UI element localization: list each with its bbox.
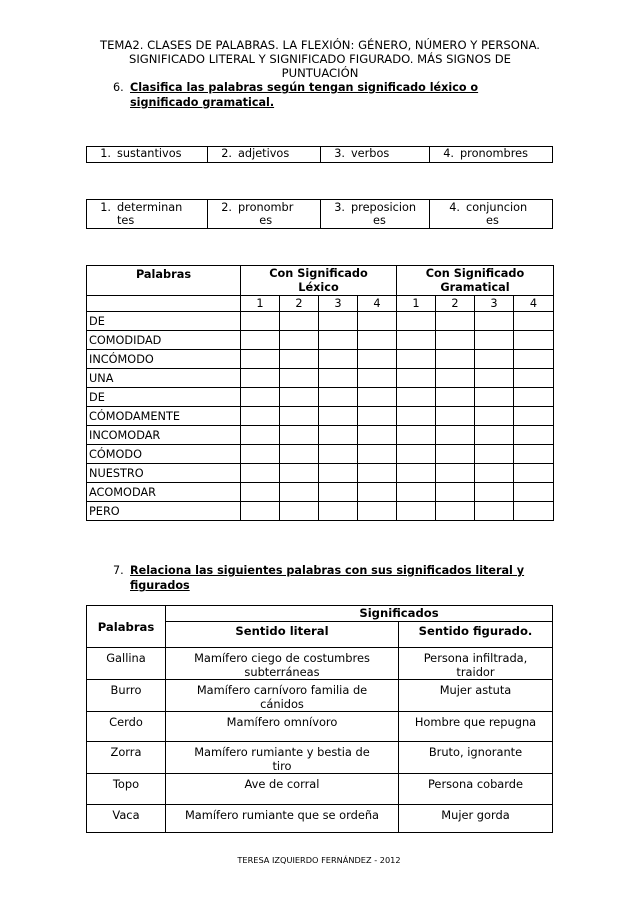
answer-cell[interactable] xyxy=(241,350,280,369)
answer-cell[interactable] xyxy=(436,388,475,407)
grammatical-category-cell: 1. determinan tes xyxy=(87,200,208,229)
subheader-lexical-4: 4 xyxy=(358,296,397,312)
header-figurative: Sentido figurado. xyxy=(399,622,553,648)
answer-cell[interactable] xyxy=(514,483,554,502)
figurative-meaning: Persona infiltrada, traidor xyxy=(399,648,553,680)
word-cell: DE xyxy=(87,388,241,407)
classification-table xyxy=(86,265,554,521)
figurative-meaning: Mujer gorda xyxy=(399,805,553,833)
answer-cell[interactable] xyxy=(436,445,475,464)
answer-cell[interactable] xyxy=(475,502,514,521)
header-grammatical: Con Significado Gramatical xyxy=(397,266,554,296)
title-line-1: TEMA2. CLASES DE PALABRAS. LA FLEXIÓN: GÉNERO, NÚMERO Y PERSONA. xyxy=(99,38,540,52)
answer-cell[interactable] xyxy=(475,331,514,350)
header-meanings: Significados xyxy=(166,606,553,622)
answer-cell[interactable] xyxy=(475,445,514,464)
answer-cell[interactable] xyxy=(241,388,280,407)
answer-cell[interactable] xyxy=(514,464,554,483)
answer-cell[interactable] xyxy=(319,407,358,426)
answer-cell[interactable] xyxy=(397,369,436,388)
answer-cell[interactable] xyxy=(514,331,554,350)
answer-cell[interactable] xyxy=(475,350,514,369)
lexical-category-cell: 1. sustantivos xyxy=(87,147,208,163)
animal-word: Cerdo xyxy=(87,712,166,742)
answer-cell[interactable] xyxy=(436,312,475,331)
grammatical-category-cell: 2. pronombr es xyxy=(208,200,321,229)
subheader-grammatical-4: 4 xyxy=(514,296,554,312)
answer-cell[interactable] xyxy=(436,502,475,521)
word-cell: COMODIDAD xyxy=(87,331,241,350)
answer-cell[interactable] xyxy=(475,426,514,445)
answer-cell[interactable] xyxy=(280,312,319,331)
subheader-lexical-2: 2 xyxy=(280,296,319,312)
answer-cell[interactable] xyxy=(319,483,358,502)
grammatical-categories-table xyxy=(86,199,553,229)
answer-cell[interactable] xyxy=(358,483,397,502)
answer-cell[interactable] xyxy=(280,445,319,464)
meaning-row xyxy=(87,648,553,680)
answer-cell[interactable] xyxy=(397,312,436,331)
answer-cell[interactable] xyxy=(358,464,397,483)
answer-cell[interactable] xyxy=(358,407,397,426)
meaning-row xyxy=(87,680,553,712)
answer-cell[interactable] xyxy=(514,426,554,445)
title-line-2: SIGNIFICADO LITERAL Y SIGNIFICADO FIGURADO. MÁS SIGNOS DE xyxy=(129,52,511,66)
answer-cell[interactable] xyxy=(241,502,280,521)
answer-cell[interactable] xyxy=(280,407,319,426)
answer-cell[interactable] xyxy=(241,426,280,445)
header-words: Palabras xyxy=(87,606,166,648)
answer-cell[interactable] xyxy=(514,445,554,464)
word-cell: INCÓMODO xyxy=(87,350,241,369)
word-cell: UNA xyxy=(87,369,241,388)
answer-cell[interactable] xyxy=(436,464,475,483)
answer-cell[interactable] xyxy=(280,483,319,502)
answer-cell[interactable] xyxy=(241,483,280,502)
question-6-number: 6. xyxy=(113,81,124,94)
word-row xyxy=(87,483,554,502)
question-7-line-2: figurados xyxy=(130,579,190,592)
meaning-row xyxy=(87,805,553,833)
answer-cell[interactable] xyxy=(436,331,475,350)
answer-cell[interactable] xyxy=(358,445,397,464)
word-row xyxy=(87,388,554,407)
answer-cell[interactable] xyxy=(475,464,514,483)
word-row xyxy=(87,464,554,483)
question-7-text xyxy=(130,563,524,593)
answer-cell[interactable] xyxy=(397,407,436,426)
title-line-3: PUNTUACIÓN xyxy=(281,66,359,80)
animal-word: Topo xyxy=(87,774,166,805)
answer-cell[interactable] xyxy=(397,331,436,350)
word-row xyxy=(87,407,554,426)
header-words: Palabras xyxy=(87,266,241,296)
subheader-grammatical-2: 2 xyxy=(436,296,475,312)
word-cell: INCOMODAR xyxy=(87,426,241,445)
answer-cell[interactable] xyxy=(319,312,358,331)
answer-cell[interactable] xyxy=(397,483,436,502)
answer-cell[interactable] xyxy=(397,426,436,445)
literal-meaning: Mamífero rumiante que se ordeña xyxy=(166,805,399,833)
word-cell: PERO xyxy=(87,502,241,521)
word-cell: DE xyxy=(87,312,241,331)
answer-cell[interactable] xyxy=(514,369,554,388)
meaning-row xyxy=(87,774,553,805)
answer-cell[interactable] xyxy=(241,464,280,483)
answer-cell[interactable] xyxy=(280,388,319,407)
footer-author: TERESA IZQUIERDO FERNÁNDEZ - 2012 xyxy=(237,855,401,865)
answer-cell[interactable] xyxy=(436,350,475,369)
answer-cell[interactable] xyxy=(319,464,358,483)
answer-cell[interactable] xyxy=(475,483,514,502)
figurative-meaning: Bruto, ignorante xyxy=(399,742,553,774)
literal-meaning: Mamífero ciego de costumbres subterráneas xyxy=(166,648,399,680)
word-row xyxy=(87,426,554,445)
answer-cell[interactable] xyxy=(475,312,514,331)
answer-cell[interactable] xyxy=(319,445,358,464)
word-row xyxy=(87,502,554,521)
word-row xyxy=(87,445,554,464)
meaning-row xyxy=(87,742,553,774)
answer-cell[interactable] xyxy=(358,388,397,407)
question-7-line-1: Relaciona las siguientes palabras con sus significados literal y xyxy=(130,564,525,577)
answer-cell[interactable] xyxy=(241,369,280,388)
word-cell: CÓMODO xyxy=(87,445,241,464)
word-cell: CÓMODAMENTE xyxy=(87,407,241,426)
answer-cell[interactable] xyxy=(397,350,436,369)
grammatical-category-cell: 3. preposicion es xyxy=(321,200,430,229)
answer-cell[interactable] xyxy=(241,331,280,350)
answer-cell[interactable] xyxy=(280,502,319,521)
literal-meaning: Mamífero omnívoro xyxy=(166,712,399,742)
subheader-lexical-1: 1 xyxy=(241,296,280,312)
animal-word: Burro xyxy=(87,680,166,712)
answer-cell[interactable] xyxy=(319,426,358,445)
answer-cell[interactable] xyxy=(319,502,358,521)
lexical-category-cell: 4. pronombres xyxy=(430,147,553,163)
answer-cell[interactable] xyxy=(280,464,319,483)
word-row xyxy=(87,312,554,331)
answer-cell[interactable] xyxy=(397,464,436,483)
answer-cell[interactable] xyxy=(358,312,397,331)
answer-cell[interactable] xyxy=(319,369,358,388)
answer-cell[interactable] xyxy=(280,426,319,445)
answer-cell[interactable] xyxy=(514,502,554,521)
document-title xyxy=(70,38,570,80)
meaning-row xyxy=(87,712,553,742)
answer-cell[interactable] xyxy=(436,407,475,426)
lexical-category-cell: 2. adjetivos xyxy=(208,147,321,163)
answer-cell[interactable] xyxy=(397,445,436,464)
answer-cell[interactable] xyxy=(358,331,397,350)
word-row xyxy=(87,331,554,350)
answer-cell[interactable] xyxy=(475,407,514,426)
subheader-empty xyxy=(87,296,241,312)
animal-word: Vaca xyxy=(87,805,166,833)
answer-cell[interactable] xyxy=(514,312,554,331)
literal-meaning: Mamífero rumiante y bestia de tiro xyxy=(166,742,399,774)
word-row xyxy=(87,350,554,369)
lexical-category-cell: 3. verbos xyxy=(321,147,430,163)
answer-cell[interactable] xyxy=(319,388,358,407)
grammatical-category-cell: 4. conjuncion es xyxy=(430,200,553,229)
subheader-lexical-3: 3 xyxy=(319,296,358,312)
answer-cell[interactable] xyxy=(475,369,514,388)
answer-cell[interactable] xyxy=(436,426,475,445)
literal-meaning: Mamífero carnívoro familia de cánidos xyxy=(166,680,399,712)
animal-word: Gallina xyxy=(87,648,166,680)
answer-cell[interactable] xyxy=(436,483,475,502)
answer-cell[interactable] xyxy=(358,350,397,369)
literal-meaning: Ave de corral xyxy=(166,774,399,805)
word-row xyxy=(87,369,554,388)
answer-cell[interactable] xyxy=(514,388,554,407)
answer-cell[interactable] xyxy=(397,388,436,407)
header-lexical: Con Significado Léxico xyxy=(241,266,397,296)
answer-cell[interactable] xyxy=(358,502,397,521)
answer-cell[interactable] xyxy=(241,312,280,331)
word-cell: NUESTRO xyxy=(87,464,241,483)
answer-cell[interactable] xyxy=(280,331,319,350)
question-6-line-2: significado gramatical. xyxy=(130,96,275,109)
answer-cell[interactable] xyxy=(319,350,358,369)
meanings-table xyxy=(86,605,553,833)
word-cell: ACOMODAR xyxy=(87,483,241,502)
header-literal: Sentido literal xyxy=(166,622,399,648)
subheader-grammatical-1: 1 xyxy=(397,296,436,312)
lexical-categories-table xyxy=(86,146,553,163)
answer-cell[interactable] xyxy=(280,350,319,369)
question-6-line-1: Clasifica las palabras según tengan significado léxico o xyxy=(130,81,479,94)
subheader-grammatical-3: 3 xyxy=(475,296,514,312)
answer-cell[interactable] xyxy=(475,388,514,407)
figurative-meaning: Hombre que repugna xyxy=(399,712,553,742)
answer-cell[interactable] xyxy=(358,426,397,445)
answer-cell[interactable] xyxy=(241,407,280,426)
answer-cell[interactable] xyxy=(397,502,436,521)
answer-cell[interactable] xyxy=(280,369,319,388)
answer-cell[interactable] xyxy=(514,407,554,426)
animal-word: Zorra xyxy=(87,742,166,774)
answer-cell[interactable] xyxy=(358,369,397,388)
figurative-meaning: Mujer astuta xyxy=(399,680,553,712)
figurative-meaning: Persona cobarde xyxy=(399,774,553,805)
answer-cell[interactable] xyxy=(514,350,554,369)
answer-cell[interactable] xyxy=(319,331,358,350)
question-6-text xyxy=(130,80,478,110)
answer-cell[interactable] xyxy=(241,445,280,464)
question-7-number: 7. xyxy=(113,564,124,577)
answer-cell[interactable] xyxy=(436,369,475,388)
